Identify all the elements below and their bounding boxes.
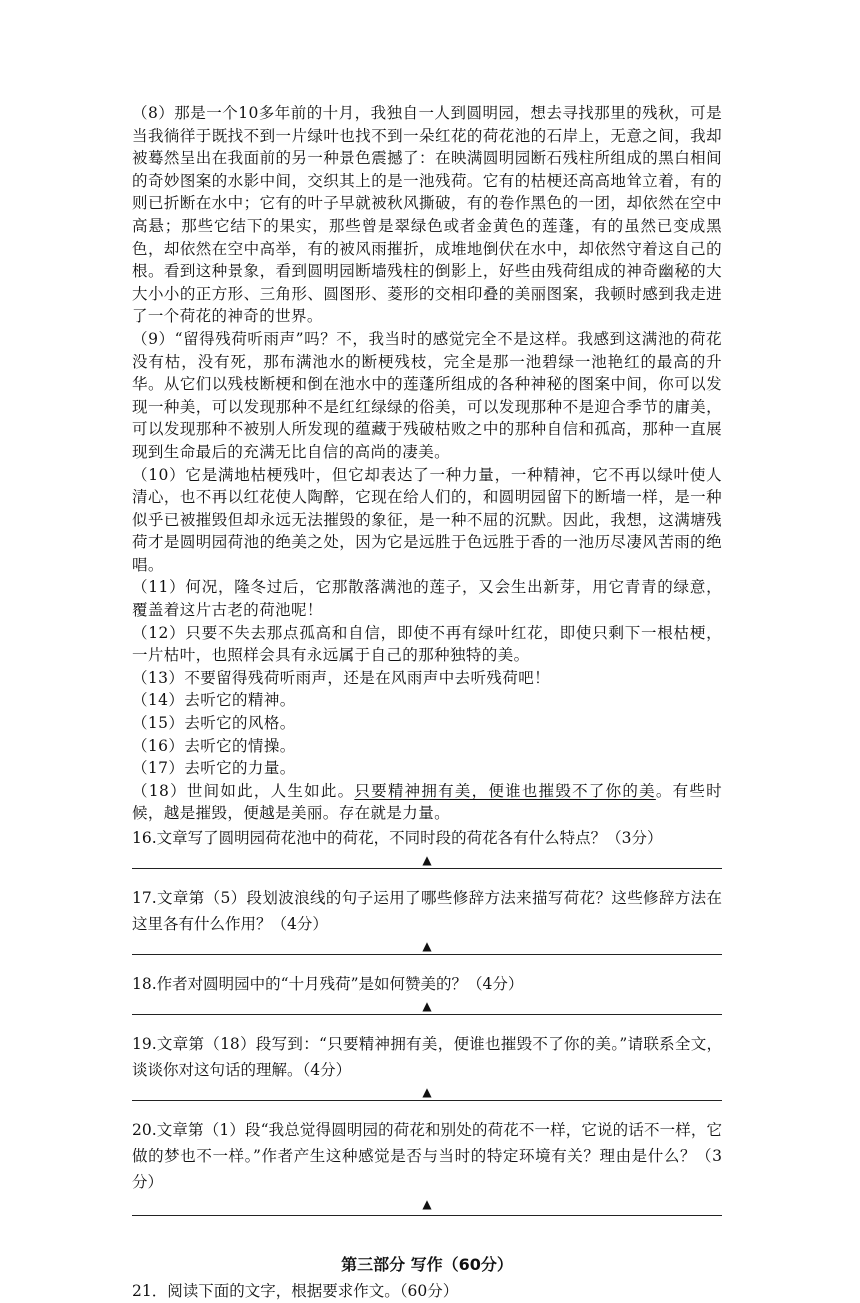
answer-line-17[interactable] xyxy=(132,937,722,967)
triangle-marker-icon: ▲ xyxy=(422,853,432,867)
passage-paragraph-15: （15）去听它的风格。 xyxy=(132,714,296,733)
triangle-marker-icon: ▲ xyxy=(422,1197,432,1211)
answer-line-16[interactable] xyxy=(132,851,722,881)
triangle-marker-icon: ▲ xyxy=(422,939,432,953)
passage-paragraph-10: （10）它是满地枯梗残叶，但它却表达了一种力量，一种精神，它不再以绿叶使人清心，也不再以红花使人陶醉，它现在给人们的，和圆明园留下的断墙一样，是一种似乎已被摧毁但却永远无法摧毁的象征，是一种不屈的沉默。因此，我想，这满塘残荷才是圆明园荷池的绝美之处，因为它是远胜于色远胜于香的一池历尽凄风苦雨的绝唱。 xyxy=(132,465,722,574)
underlined-sentence: 只要精神拥有美，便谁也摧毁不了你的美 xyxy=(354,781,656,800)
passage-paragraph-18 xyxy=(132,780,722,825)
passage-paragraph-16: （16）去听它的情操。 xyxy=(132,736,296,755)
triangle-marker-icon: ▲ xyxy=(422,999,432,1013)
passage-paragraph-8: （8）那是一个10多年前的十月，我独自一人到圆明园，想去寻找那里的残秋，可是当我徜徉于既找不到一片绿叶也找不到一朵红花的荷花池的石岸上，无意之间，我却被蓦然呈出在我面前的另一种景色震撼了：在映满圆明园断石残柱所组成的黑白相间的奇妙图案的水影中间，交织其上的是一池残荷。它有的枯梗还高高地耸立着，有的则已折断在水中；它有的叶子早就被秋风撕破，有的卷作黑色的一团，却依然在空中高悬；那些它结下的果实，那些曾是翠绿色或者金黄色的莲蓬，有的虽然已变成黑色，却依然在空中高举，有的被风雨摧折，成堆地倒伏在水中，却依然守着这自己的根。看到这种景象，看到圆明园断墙残柱的倒影上，好些由残荷组成的神奇幽秘的大大小小的正方形、三角形、圆图形、菱形的交相印叠的美丽图案，我顿时感到我走进了一个荷花的神奇的世界。 xyxy=(132,104,722,326)
answer-line-20[interactable] xyxy=(132,1195,722,1231)
triangle-marker-icon: ▲ xyxy=(422,1085,432,1099)
question-18: 18.作者对圆明园中的“十月残荷”是如何赞美的？（4分） xyxy=(132,975,524,993)
answer-rule xyxy=(132,954,722,955)
passage-paragraph-13: （13）不要留得残荷听雨声，还是在风雨声中去听残荷吧！ xyxy=(132,668,551,687)
writing-task: 21．阅读下面的文字，根据要求作文。（60分） xyxy=(132,1282,459,1300)
question-16: 16.文章写了圆明园荷花池中的荷花，不同时段的荷花各有什么特点？（3分） xyxy=(132,829,663,847)
answer-line-18[interactable] xyxy=(132,997,722,1027)
passage-paragraph-9: （9）“留得残荷听雨声”吗？不，我当时的感觉完全不是这样。我感到这满池的荷花没有枯，没有死，那布满池水的断梗残枝，完全是那一池碧绿一池艳红的最高的升华。从它们以残枝断梗和倒在池水中的莲蓬所组成的各种神秘的图案中间，你可以发现一种美，可以发现那种不是红红绿绿的俗美，可以发现那种不是迎合季节的庸美，可以发现那种不被别人所发现的蕴藏于残破枯败之中的那种自信和孤高，那种一直展现到生命最后的充满无比自信的高尚的凄美。 xyxy=(132,329,722,461)
answer-line-19[interactable] xyxy=(132,1083,722,1113)
question-20: 20.文章第（1）段“我总觉得圆明园的荷花和别处的荷花不一样，它说的话不一样，它做的梦也不一样。”作者产生这种感觉是否与当时的特定环境有关？理由是什么？（3分） xyxy=(132,1121,722,1191)
passage-paragraph-17: （17）去听它的力量。 xyxy=(132,759,296,778)
passage-paragraph-14: （14）去听它的精神。 xyxy=(132,691,296,710)
answer-rule xyxy=(132,1100,722,1101)
answer-rule xyxy=(132,1014,722,1015)
question-19: 19.文章第（18）段写到：“只要精神拥有美，便谁也摧毁不了你的美。”请联系全文，谈谈你对这句话的理解。（4分） xyxy=(132,1035,722,1079)
passage-paragraph-11: （11）何况，隆冬过后，它那散落满池的莲子，又会生出新芽，用它青青的绿意，覆盖着这片古老的荷池呢！ xyxy=(132,578,722,620)
section-title: 第三部分 写作（60分） xyxy=(341,1255,513,1274)
question-17: 17.文章第（5）段划波浪线的句子运用了哪些修辞方法来描写荷花？这些修辞方法在这里各有什么作用？（4分） xyxy=(132,889,722,933)
passage-paragraph-12: （12）只要不失去那点孤高和自信，即使不再有绿叶红花，即使只剩下一根枯梗，一片枯叶，也照样会具有永远属于自己的那种独特的美。 xyxy=(132,623,722,665)
exam-page xyxy=(132,102,722,1303)
paragraph-18-lead: （18）世间如此，人生如此。 xyxy=(132,781,355,800)
paragraph-18-tail: 。有些时候，越是摧毁，便越是美丽。存在就是力量。 xyxy=(132,781,722,823)
answer-rule xyxy=(132,868,722,869)
